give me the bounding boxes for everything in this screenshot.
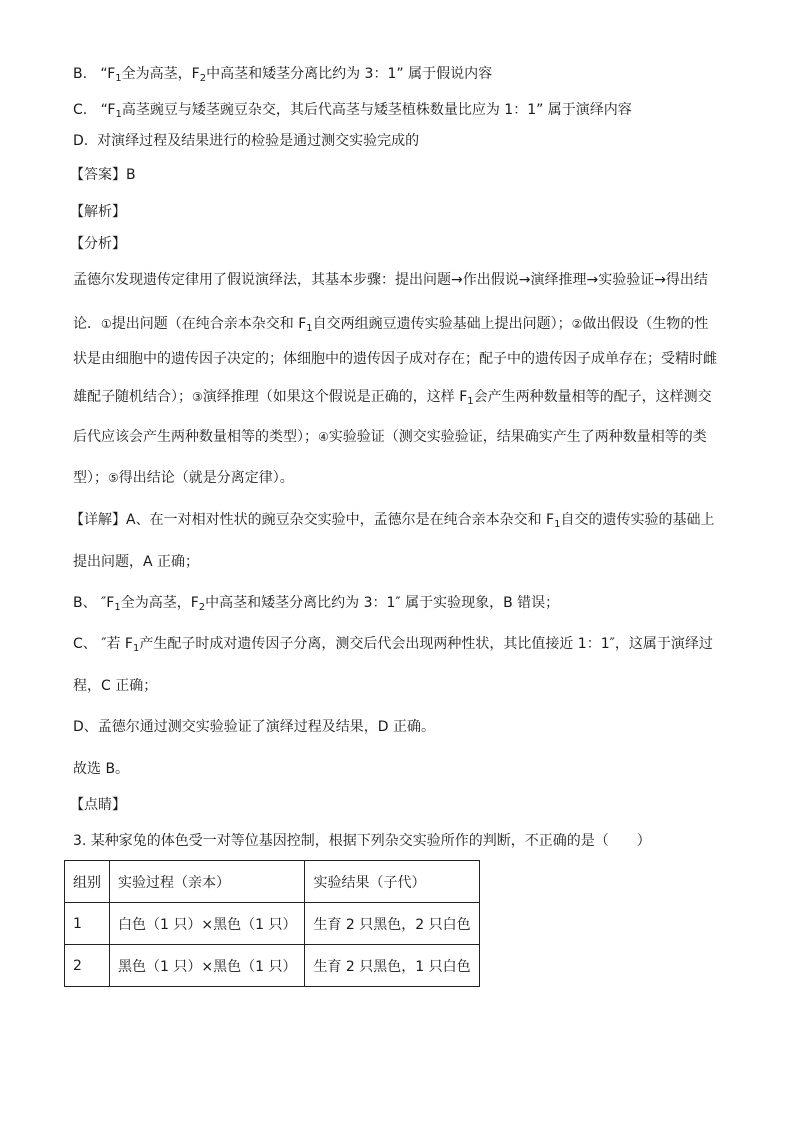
fenxi-text: 实验验证（测交实验验证，结果确实产生了两种数量相等的类: [328, 429, 707, 445]
option-c: [73, 101, 632, 119]
fenxi-line-6: [73, 469, 294, 487]
option-b: [73, 65, 492, 83]
subscript: 1: [132, 643, 140, 654]
analysis-label: 【解析】: [70, 204, 126, 220]
subscript: 1: [306, 323, 313, 334]
subscript: 1: [554, 519, 561, 530]
step-marker: ④: [318, 430, 329, 444]
detail-line-a1: [70, 511, 714, 529]
table-cell: 2: [65, 945, 110, 987]
detail-conclusion: 故选 B。: [73, 761, 130, 777]
table-header-cell: 实验过程（亲本）: [110, 861, 305, 903]
option-b-prefix: B.: [73, 66, 88, 82]
fenxi-line-2: [73, 315, 708, 333]
step-marker: ②: [571, 317, 583, 331]
subscript: 1: [114, 602, 121, 613]
fenxi-label: 【分析】: [70, 236, 126, 252]
subscript: 1: [115, 109, 122, 120]
table-cell: 1: [65, 903, 110, 945]
fenxi-text: 型）；: [73, 470, 108, 486]
table-cell: 黑色（1 只）×黑色（1 只）: [110, 945, 305, 987]
option-b-text-2: 全为高茎，F: [121, 66, 200, 82]
fenxi-text: 提出问题（在纯合亲本杂交和 F: [111, 316, 307, 332]
option-b-text-3: 中高茎和矮茎分离比约为 3：1” 属于假说内容: [206, 66, 493, 82]
fenxi-text: 演绎推理（如果这个假说是正确的，这样 F: [202, 389, 468, 405]
detail-line-b: [73, 594, 559, 612]
detail-line-a2: 提出问题，A 正确；: [73, 554, 200, 570]
option-d: [73, 132, 419, 150]
option-c-text-2: 高茎豌豆与矮茎豌豆杂交，其后代高茎与矮茎植株数量比应为 1：1” 属于演绎内容: [121, 102, 632, 118]
fenxi-text: 后代应该会产生两种数量相等的类型）；: [73, 429, 318, 445]
option-d-prefix: D.: [73, 133, 89, 149]
answer-value: B: [126, 167, 136, 183]
fenxi-line-3: 状是由细胞中的遗传因子决定的；体细胞中的遗传因子成对存在；配子中的遗传因子成单存在；受精时雌: [73, 351, 717, 367]
detail-text: A、在一对相对性状的豌豆杂交实验中，孟德尔是在纯合亲本杂交和 F: [126, 512, 555, 528]
detail-text: 自交的遗传实验的基础上: [560, 512, 715, 528]
detail-line-c2: 程，C 正确；: [73, 678, 158, 694]
table-header-row: [65, 861, 480, 903]
fenxi-text: 雄配子随机结合）；: [73, 389, 192, 405]
answer-label: 【答案】: [70, 167, 126, 183]
fenxi-text: 论．: [73, 316, 101, 332]
table-cell: 生育 2 只黑色，1 只白色: [305, 945, 479, 987]
option-c-text-1: “F: [100, 102, 116, 118]
detail-text: 全为高茎，F: [120, 595, 199, 611]
step-marker: ③: [192, 390, 203, 404]
option-d-text: 对演绎过程及结果进行的检验是通过测交实验完成的: [97, 133, 420, 149]
table-cell: 生育 2 只黑色，2 只白色: [305, 903, 479, 945]
option-b-text-1: “F: [100, 66, 116, 82]
answer-line: [70, 166, 136, 184]
detail-text: C、 ″若 F: [73, 636, 133, 652]
subscript: 2: [198, 602, 206, 613]
question-3: 3. 某种家兔的体色受一对等位基因控制，根据下列杂交实验所作的判断，不正确的是（ ）: [73, 833, 651, 849]
detail-line-d: D、孟德尔通过测交实验验证了演绎过程及结果，D 正确。: [73, 719, 436, 735]
table-cell: 白色（1 只）×黑色（1 只）: [110, 903, 305, 945]
option-c-prefix: C.: [73, 102, 88, 118]
subscript: 1: [467, 396, 474, 407]
subscript: 1: [115, 73, 122, 84]
detail-line-c1: [73, 635, 713, 653]
fenxi-line-4: [73, 388, 712, 406]
table-header-cell: 实验结果（子代）: [305, 861, 479, 903]
subscript: 2: [199, 73, 207, 84]
fenxi-text: 会产生两种数量相等的配子，这样测交: [473, 389, 712, 405]
fenxi-text: 得出结论（就是分离定律）。: [118, 470, 294, 486]
step-marker: ①: [101, 317, 112, 331]
detail-text: B、 ″F: [73, 595, 115, 611]
fenxi-line-1: 孟德尔发现遗传定律用了假说演绎法，其基本步骤：提出问题→作出假说→演绎推理→实验验证→得出结: [73, 272, 708, 288]
fenxi-text: 做出假设（生物的性: [582, 316, 709, 332]
table-row: [65, 945, 480, 987]
fenxi-line-5: [73, 428, 707, 446]
step-marker: ⑤: [108, 471, 119, 485]
experiment-table: [64, 860, 480, 987]
dianjing-label: 【点睛】: [70, 797, 126, 813]
fenxi-text: 自交两组豌豆遗传实验基础上提出问题）；: [312, 316, 572, 332]
detail-text: 中高茎和矮茎分离比约为 3：1″ 属于实验现象，B 错误；: [205, 595, 560, 611]
detail-label: 【详解】: [70, 512, 126, 528]
table-row: [65, 903, 480, 945]
detail-text: 产生配子时成对遗传因子分离，测交后代会出现两种性状，其比值接近 1：1″，这属于演绎过: [139, 636, 713, 652]
table-header-cell: 组别: [65, 861, 110, 903]
